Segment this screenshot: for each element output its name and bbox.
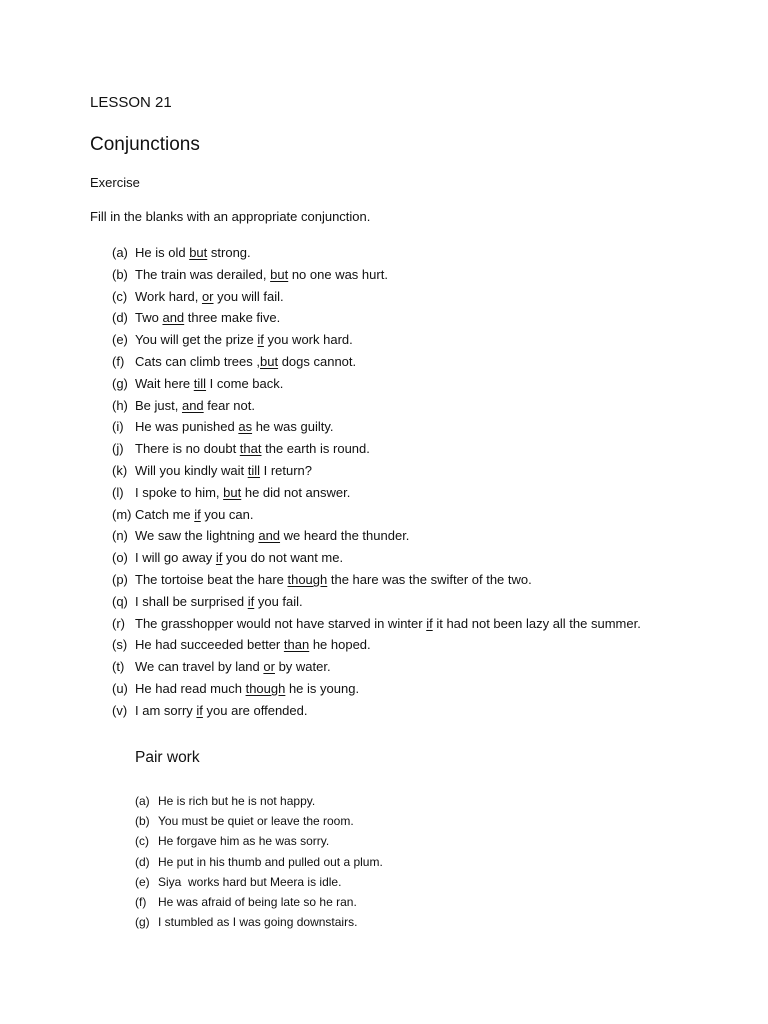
sentence-before: The tortoise beat the hare: [135, 571, 288, 587]
conjunction-answer: or: [201, 288, 214, 304]
item-sentence: Siya works hard but Meera is idle.: [158, 874, 342, 889]
item-label: (t): [112, 659, 125, 675]
conjunction-answer: but: [270, 266, 289, 282]
item-label: (g): [112, 375, 128, 391]
item-label: (c): [135, 834, 149, 849]
item-sentence: [135, 330, 353, 349]
pair-work-heading: Pair work: [135, 749, 200, 766]
item-sentence: He forgave him as he was sorry.: [158, 834, 330, 849]
sentence-after: no one was hurt.: [288, 266, 388, 282]
sentence-after: he is young.: [285, 680, 360, 696]
lesson-number: LESSON 21: [90, 94, 172, 111]
item-label: (o): [112, 550, 128, 566]
sentence-after: you fail.: [254, 593, 303, 609]
sentence-before: Be just,: [135, 397, 182, 413]
item-label: (d): [112, 310, 128, 326]
item-label: (g): [135, 915, 150, 930]
sentence-before: The grasshopper would not have starved in winter: [135, 615, 427, 631]
item-label: (c): [112, 288, 128, 304]
item-label: (s): [112, 637, 128, 653]
conjunction-answer: but: [223, 484, 242, 500]
sentence-before: Cats can climb trees ,: [135, 353, 260, 369]
item-sentence: [135, 374, 283, 393]
sentence-after: you will fail.: [213, 288, 284, 304]
sentence-after: you do not want me.: [222, 550, 344, 566]
item-sentence: [135, 308, 280, 327]
sentence-after: the hare was the swifter of the two.: [327, 571, 532, 587]
conjunction-answer: and: [181, 397, 204, 413]
item-label: (v): [112, 702, 128, 718]
sentence-after: you are offended.: [202, 702, 308, 718]
conjunction-answer: if: [257, 332, 264, 348]
item-label: (e): [112, 332, 128, 348]
sentence-before: We saw the lightning: [135, 528, 259, 544]
item-label: (d): [135, 854, 150, 869]
sentence-before: He is old: [135, 245, 190, 260]
conjunction-answer: till: [193, 375, 207, 391]
item-sentence: [135, 439, 370, 458]
item-sentence: [135, 483, 350, 502]
conjunction-answer: if: [196, 702, 203, 718]
conjunction-answer: as: [238, 419, 253, 435]
sentence-before: I am sorry: [135, 702, 197, 718]
item-sentence: I stumbled as I was going downstairs.: [158, 915, 358, 930]
item-label: (q): [112, 593, 128, 609]
sentence-after: we heard the thunder.: [280, 528, 410, 544]
conjunction-answer: if: [215, 550, 223, 566]
item-sentence: [135, 614, 641, 633]
sentence-before: There is no doubt: [135, 441, 240, 457]
item-label: (i): [112, 419, 124, 435]
sentence-after: strong.: [207, 245, 251, 260]
sentence-after: he did not answer.: [241, 484, 351, 500]
item-label: (e): [135, 874, 150, 889]
item-label: (f): [112, 353, 125, 369]
sentence-after: dogs cannot.: [278, 353, 357, 369]
conjunction-answer: but: [260, 353, 279, 369]
conjunction-answer: and: [162, 310, 185, 326]
item-sentence: [135, 570, 532, 589]
sentence-before: Wait here: [135, 375, 194, 391]
item-label: (h): [112, 397, 128, 413]
item-sentence: [135, 679, 359, 698]
conjunction-answer: if: [247, 593, 255, 609]
sentence-before: Work hard,: [135, 288, 202, 304]
item-sentence: He was afraid of being late so he ran.: [158, 894, 357, 909]
sentence-before: Catch me: [135, 506, 195, 522]
conjunction-answer: though: [287, 571, 328, 587]
item-sentence: [135, 265, 388, 284]
item-sentence: [135, 505, 254, 524]
item-sentence: [135, 701, 307, 720]
item-sentence: [135, 243, 251, 262]
sentence-after: fear not.: [203, 397, 255, 413]
sentence-after: the earth is round.: [261, 441, 370, 457]
item-sentence: [135, 548, 343, 567]
sentence-before: The train was derailed,: [135, 266, 271, 282]
conjunction-answer: and: [258, 528, 281, 544]
sentence-after: he was guilty.: [252, 419, 334, 435]
item-label: (b): [112, 266, 128, 282]
item-sentence: [135, 635, 371, 654]
exercise-heading: Exercise: [90, 175, 140, 190]
conjunction-answer: than: [283, 637, 310, 653]
sentence-after: it had not been lazy all the summer.: [432, 615, 641, 631]
conjunction-answer: that: [239, 441, 262, 457]
item-label: (a): [112, 245, 128, 260]
item-sentence: He is rich but he is not happy.: [158, 794, 316, 808]
item-label: (r): [112, 615, 125, 631]
item-sentence: [135, 352, 356, 371]
sentence-after: you can.: [200, 506, 254, 522]
item-sentence: [135, 526, 409, 545]
item-label: (a): [135, 794, 150, 808]
item-label: (m): [112, 506, 132, 522]
item-sentence: He put in his thumb and pulled out a plum.: [158, 854, 383, 869]
item-label: (n): [112, 528, 128, 544]
item-sentence: [135, 592, 303, 611]
sentence-before: Two: [135, 310, 163, 326]
sentence-after: by water.: [274, 659, 331, 675]
conjunction-answer: till: [247, 462, 260, 478]
conjunction-answer: or: [263, 659, 275, 675]
sentence-before: He had succeeded better: [135, 637, 284, 653]
exercise-instruction: Fill in the blanks with an appropriate conjunction.: [90, 209, 371, 224]
item-label: (k): [112, 462, 128, 478]
item-sentence: [135, 657, 331, 676]
item-sentence: [135, 287, 284, 306]
sentence-before: I will go away: [135, 550, 216, 566]
conjunction-answer: if: [426, 615, 433, 631]
sentence-before: We can travel by land: [135, 659, 264, 675]
conjunction-answer: if: [194, 506, 201, 522]
conjunction-answer: though: [245, 680, 286, 696]
sentence-after: you work hard.: [263, 332, 353, 348]
sentence-before: Will you kindly wait: [135, 462, 248, 478]
sentence-before: I shall be surprised: [135, 593, 248, 609]
page-title: Conjunctions: [90, 134, 200, 155]
sentence-after: three make five.: [184, 310, 281, 326]
item-label: (j): [112, 441, 124, 457]
conjunction-answer: but: [189, 245, 208, 260]
item-label: (f): [135, 894, 147, 909]
sentence-after: I come back.: [206, 375, 284, 391]
item-sentence: [135, 461, 312, 480]
item-sentence: [135, 396, 255, 415]
item-sentence: You must be quiet or leave the room.: [158, 814, 354, 829]
sentence-before: He was punished: [135, 419, 239, 435]
item-label: (p): [112, 571, 128, 587]
item-label: (u): [112, 680, 128, 696]
item-sentence: [135, 417, 334, 436]
sentence-before: You will get the prize: [135, 332, 258, 348]
sentence-before: He had read much: [135, 680, 246, 696]
item-label: (b): [135, 814, 150, 829]
item-label: (l): [112, 484, 124, 500]
sentence-after: he hoped.: [309, 637, 371, 653]
sentence-before: I spoke to him,: [135, 484, 224, 500]
sentence-after: I return?: [259, 462, 313, 478]
